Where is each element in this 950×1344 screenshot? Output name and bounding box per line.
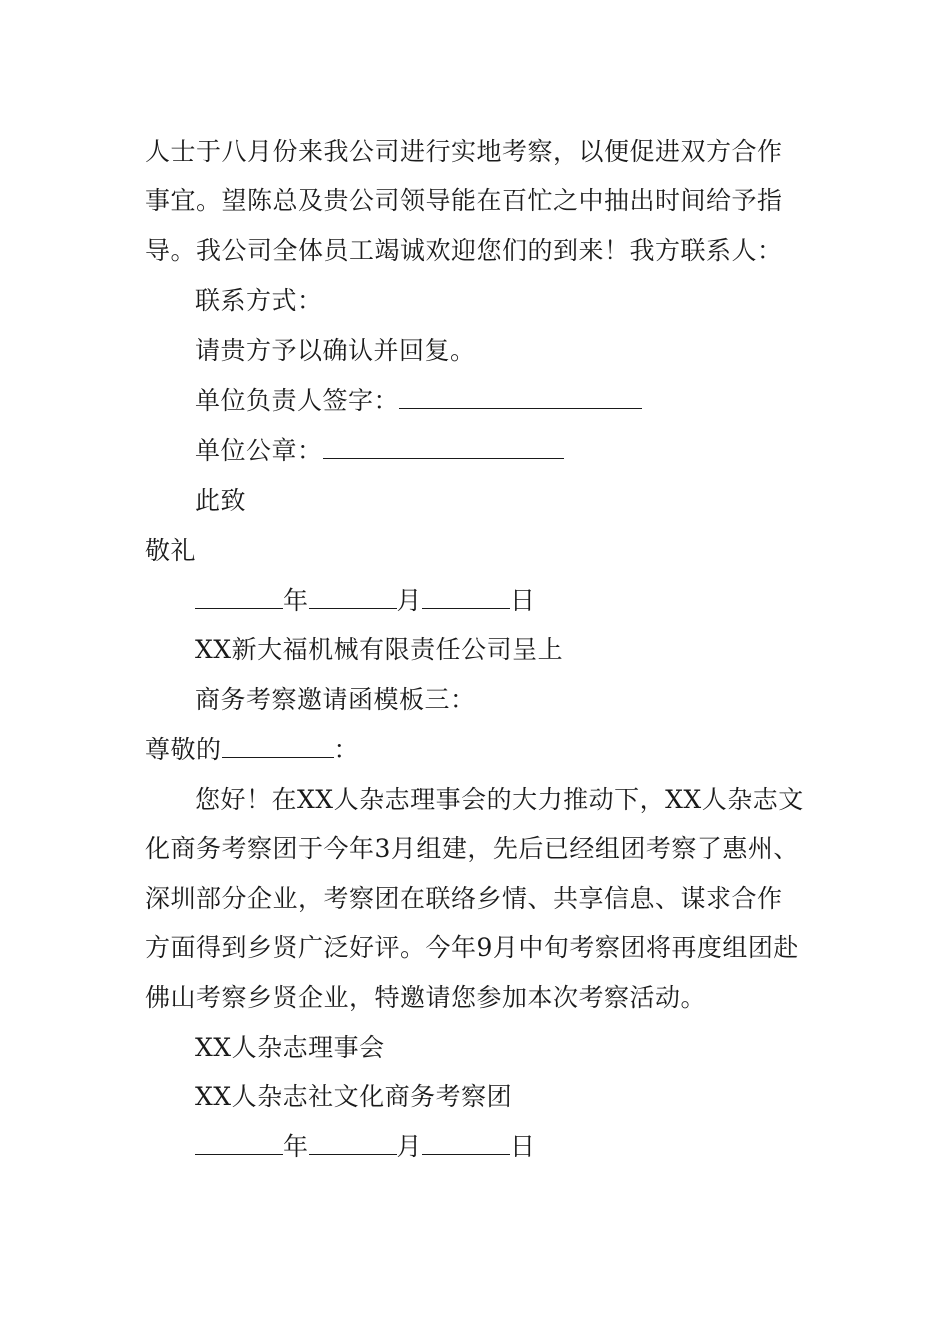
paragraph-line: 导。我公司全体员工竭诚欢迎您们的到来！我方联系人： xyxy=(145,236,783,265)
date-row-2 xyxy=(195,1132,536,1162)
company-signature: XX新大福机械有限责任公司呈上 xyxy=(195,635,564,664)
salutation-prefix: 尊敬的 xyxy=(145,735,222,764)
day-label: 日 xyxy=(510,1132,536,1161)
seal-blank xyxy=(323,438,564,459)
year-blank xyxy=(195,1134,283,1155)
date-row xyxy=(195,586,536,616)
organizer-1: XX人杂志理事会 xyxy=(195,1033,385,1062)
contact-method-label: 联系方式： xyxy=(195,286,323,315)
salutation-suffix: ： xyxy=(333,735,360,764)
year-label: 年 xyxy=(283,1132,309,1161)
salutation-row xyxy=(145,735,359,765)
month-label: 月 xyxy=(396,586,423,615)
body-line: 深圳部分企业，考察团在联络乡情、共享信息、谋求合作 xyxy=(145,884,783,913)
seal-label: 单位公章： xyxy=(195,436,323,465)
organizer-2: XX人杂志社文化商务考察团 xyxy=(195,1082,513,1111)
month-blank xyxy=(309,588,397,609)
confirm-request: 请贵方予以确认并回复。 xyxy=(195,336,476,365)
paragraph-line: 人士于八月份来我公司进行实地考察，以便促进双方合作 xyxy=(145,137,783,166)
paragraph-line: 事宜。望陈总及贵公司领导能在百忙之中抽出时间给予指 xyxy=(145,186,783,215)
day-blank xyxy=(422,588,510,609)
body-line: 方面得到乡贤广泛好评。今年9月中旬考察团将再度组团赴 xyxy=(145,933,799,962)
year-blank xyxy=(195,588,283,609)
signature-blank xyxy=(399,388,642,409)
signature-label: 单位负责人签字： xyxy=(195,386,400,415)
recipient-blank xyxy=(222,737,334,758)
day-blank xyxy=(422,1134,510,1155)
template-title: 商务考察邀请函模板三： xyxy=(195,685,476,714)
month-label: 月 xyxy=(396,1132,423,1161)
closing-regards: 敬礼 xyxy=(145,536,197,565)
body-line: 佛山考察乡贤企业，特邀请您参加本次考察活动。 xyxy=(145,983,707,1012)
year-label: 年 xyxy=(283,586,309,615)
body-line: 化商务考察团于今年3月组建，先后已经组团考察了惠州、 xyxy=(145,834,799,863)
body-line: 您好！在XX人杂志理事会的大力推动下，XX人杂志文 xyxy=(195,785,804,814)
month-blank xyxy=(309,1134,397,1155)
signature-row xyxy=(195,386,642,416)
seal-row xyxy=(195,436,564,466)
day-label: 日 xyxy=(510,586,536,615)
closing-salutation: 此致 xyxy=(195,486,247,515)
